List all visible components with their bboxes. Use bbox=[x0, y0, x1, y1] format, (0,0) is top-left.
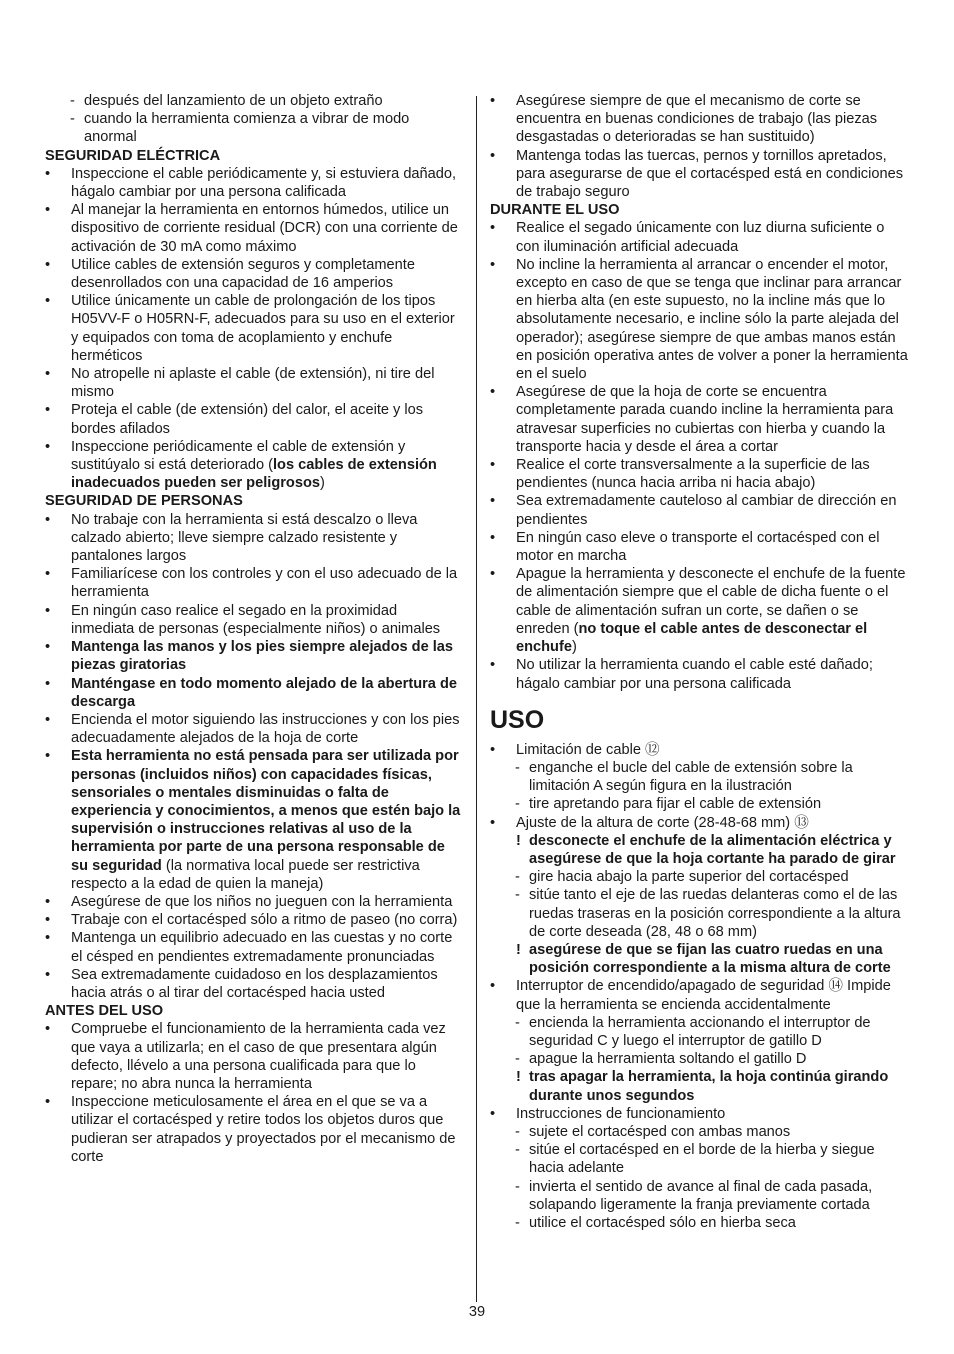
item-text bbox=[516, 257, 908, 382]
bullet-item bbox=[45, 365, 463, 401]
item-text bbox=[71, 639, 453, 673]
item-text-part: Asegúrese de que los niños no jueguen con la herramienta bbox=[71, 893, 453, 910]
item-text-part: encienda la herramienta accionando el interruptor de seguridad C y luego el interruptor de gatillo D bbox=[529, 1014, 871, 1049]
item-text bbox=[529, 1069, 888, 1103]
section-heading: SEGURIDAD DE PERSONAS bbox=[45, 493, 243, 510]
bullet-item bbox=[45, 893, 463, 911]
item-text-part: Mantenga las manos y los pies siempre alejados de las piezas giratorias bbox=[71, 639, 454, 674]
bullet-marker: - bbox=[515, 1142, 520, 1159]
warning-item bbox=[490, 832, 910, 868]
bullet-item bbox=[490, 147, 910, 202]
left-column bbox=[45, 92, 463, 1166]
bullet-marker: • bbox=[45, 202, 51, 219]
item-text-part: Mantenga un equilibrio adecuado en las cuestas y no corte el césped en pendientes extremadamente pronunciadas bbox=[71, 930, 453, 965]
item-text bbox=[71, 1094, 456, 1165]
bullet-item bbox=[490, 492, 910, 528]
sub-list-item bbox=[490, 759, 910, 795]
bullet-item bbox=[45, 747, 463, 893]
bullet-item bbox=[45, 911, 463, 929]
item-text bbox=[71, 712, 460, 746]
item-text-part: En ningún caso realice el segado en la proximidad inmediata de personas (especialmente niños) o animales bbox=[71, 602, 441, 637]
sub-list-item bbox=[490, 868, 910, 886]
item-text bbox=[529, 1215, 796, 1231]
bullet-marker: - bbox=[515, 887, 520, 904]
item-text-part: Sea extremadamente cuidadoso en los desplazamientos hacia atrás o al tirar del cortacésped hacia usted bbox=[71, 966, 438, 1001]
item-text-part: tire apretando para fijar el cable de extensión bbox=[529, 796, 822, 813]
bullet-marker: - bbox=[515, 759, 520, 776]
bullet-marker: - bbox=[515, 1051, 520, 1068]
bullet-item bbox=[490, 565, 910, 656]
item-text-part: cuando la herramienta comienza a vibrar de modo anormal bbox=[84, 111, 410, 146]
item-text-bold: los cables de extensión inadecuados pueden ser peligrosos bbox=[71, 457, 437, 492]
item-text bbox=[516, 566, 905, 655]
bullet-marker: • bbox=[45, 912, 51, 929]
bullet-item bbox=[45, 401, 463, 437]
item-text bbox=[529, 796, 821, 812]
item-text-part: Asegúrese siempre de que el mecanismo de corte se encuentra en buenas condiciones de trabajo (las piezas desgastadas o deterioradas se han sustituido) bbox=[516, 93, 878, 146]
item-text bbox=[529, 1142, 875, 1176]
bullet-item bbox=[45, 929, 463, 965]
bullet-marker: • bbox=[45, 402, 51, 419]
bullet-marker: • bbox=[45, 966, 51, 983]
item-text bbox=[516, 493, 896, 527]
bullet-item bbox=[490, 456, 910, 492]
item-text bbox=[529, 1015, 871, 1049]
bullet-item bbox=[490, 656, 910, 692]
item-text-part: apague la herramienta soltando el gatillo D bbox=[529, 1051, 807, 1068]
item-text-part: Manténgase en todo momento alejado de la abertura de descarga bbox=[71, 675, 458, 710]
item-text-part: No utilizar la herramienta cuando el cable esté dañado; hágalo cambiar por una persona calificada bbox=[516, 657, 873, 692]
bullet-item bbox=[490, 1105, 910, 1123]
item-text-part: asegúrese de que se fijan las cuatro ruedas en una posición correspondiente a la misma altura de corte bbox=[529, 941, 891, 977]
bullet-marker: • bbox=[45, 893, 51, 910]
bullet-marker: • bbox=[45, 602, 51, 619]
bullet-item bbox=[490, 219, 910, 255]
bullet-marker: • bbox=[490, 220, 496, 237]
item-text bbox=[516, 1106, 725, 1122]
bullet-item bbox=[45, 165, 463, 201]
item-text-part: Apague la herramienta y desconecte el enchufe de la fuente de alimentación siempre que el cable de dicha fuente o el cable de alimentación sufran un corte, se dañen o se enreden ( bbox=[516, 566, 906, 637]
item-text-part: No atropelle ni aplaste el cable (de extensión), ni tire del mismo bbox=[71, 366, 435, 401]
item-text bbox=[516, 815, 809, 831]
item-text bbox=[71, 512, 417, 564]
item-text bbox=[529, 833, 896, 867]
bullet-marker: - bbox=[70, 111, 75, 128]
item-text bbox=[71, 439, 437, 491]
item-text bbox=[516, 742, 660, 758]
bullet-marker: - bbox=[515, 1123, 520, 1140]
warning-item bbox=[490, 1068, 910, 1104]
item-text-part: Inspeccione meticulosamente el área en el que se va a utilizar el cortacésped y retire todos los objetos duros que pudieran ser atrapados y proyectados por el mecanismo de corte bbox=[71, 1094, 456, 1165]
item-text bbox=[516, 457, 870, 491]
warning-marker: ! bbox=[516, 941, 521, 958]
sub-list-item bbox=[490, 1050, 910, 1068]
item-text-part: Asegúrese de que la hoja de corte se encuentra completamente parada cuando incline la herramienta para atravesar superficies no cubiertas con hierba y cuando la transporte hacia y desde el área a cortar bbox=[516, 384, 894, 455]
item-text-part: Encienda el motor siguiendo las instrucciones y con los pies adecuadamente alejados de la hoja de corte bbox=[71, 711, 460, 747]
item-text bbox=[71, 603, 440, 637]
item-text bbox=[529, 760, 853, 794]
item-text-part: tras apagar la herramienta, la hoja continúa girando durante unos segundos bbox=[529, 1069, 889, 1104]
item-text bbox=[71, 912, 457, 928]
item-text bbox=[529, 869, 849, 885]
bullet-marker: • bbox=[45, 639, 51, 656]
bullet-item bbox=[45, 711, 463, 747]
item-text-part: Familiarícese con los controles y con el uso adecuado de la herramienta bbox=[71, 566, 458, 601]
bullet-marker: - bbox=[515, 1178, 520, 1195]
item-text bbox=[529, 887, 901, 939]
bullet-item bbox=[45, 966, 463, 1002]
bullet-marker: - bbox=[515, 796, 520, 813]
bullet-marker: • bbox=[45, 438, 51, 455]
item-text-part: Inspeccione el cable periódicamente y, si estuviera dañado, hágalo cambiar por una persona calificada bbox=[71, 165, 457, 201]
item-text bbox=[529, 1179, 872, 1213]
item-text-part: Limitación de cable ⑫ bbox=[516, 741, 660, 758]
section-heading: ANTES DEL USO bbox=[45, 1003, 164, 1020]
item-text-part: enganche el bucle del cable de extensión sobre la limitación A según figura en la ilustración bbox=[529, 759, 853, 795]
bullet-item bbox=[45, 565, 463, 601]
item-text-part: Proteja el cable (de extensión) del calor, el aceite y los bordes afilados bbox=[71, 402, 424, 437]
item-text-part: Compruebe el funcionamiento de la herramienta cada vez que vaya a utilizarla; en el caso de que presentara algún defecto, llévelo a una persona cualificada para que lo repare; no abra nunca la herramienta bbox=[71, 1021, 446, 1092]
item-text-part: En ningún caso eleve o transporte el cortacésped con el motor en marcha bbox=[516, 529, 880, 565]
sub-list-item bbox=[490, 1214, 910, 1232]
bullet-marker: • bbox=[490, 657, 496, 674]
item-text-part: Sea extremadamente cauteloso al cambiar de dirección en pendientes bbox=[516, 493, 897, 528]
item-text-part: Al manejar la herramienta en entornos húmedos, utilice un dispositivo de corriente residual (DCR) con una corriente de activación de 30 mA como máximo bbox=[71, 202, 458, 255]
bullet-item bbox=[45, 201, 463, 256]
bullet-marker: • bbox=[490, 566, 496, 583]
item-text bbox=[516, 148, 903, 200]
item-text-part: desconecte el enchufe de la alimentación eléctrica y asegúrese de que la hoja cortante ha parado de girar bbox=[529, 832, 896, 867]
bullet-item bbox=[45, 438, 463, 493]
item-text bbox=[71, 894, 452, 910]
item-text-part: Realice el segado únicamente con luz diurna suficiente o con iluminación artificial adecuada bbox=[516, 220, 885, 255]
bullet-marker: • bbox=[45, 930, 51, 947]
bullet-item bbox=[490, 529, 910, 565]
item-text-part: Instrucciones de funcionamiento bbox=[516, 1105, 726, 1122]
bullet-item bbox=[490, 92, 910, 147]
item-text-part: Utilice únicamente un cable de prolongación de los tipos H05VV-F o H05RN-F, adecuados para su uso en el exterior y equipados con toma de acoplamiento y enchufe herméticos bbox=[71, 293, 455, 364]
column-divider bbox=[476, 96, 477, 1302]
bullet-marker: - bbox=[515, 1014, 520, 1031]
item-text bbox=[84, 111, 409, 145]
bullet-item bbox=[45, 292, 463, 365]
item-text bbox=[71, 402, 423, 436]
bullet-marker: • bbox=[490, 93, 496, 109]
item-text bbox=[516, 384, 893, 455]
bullet-marker: • bbox=[45, 566, 51, 583]
item-text bbox=[529, 1124, 790, 1140]
item-text-part: Realice el corte transversalmente a la superficie de las pendientes (nunca hacia arriba ni hacia abajo) bbox=[516, 457, 870, 492]
item-text-after: ) bbox=[319, 475, 325, 492]
bullet-marker: • bbox=[45, 748, 51, 765]
sub-list-item bbox=[490, 886, 910, 941]
bullet-item bbox=[490, 383, 910, 456]
item-text bbox=[71, 202, 458, 254]
section-heading: DURANTE EL USO bbox=[490, 202, 620, 219]
bullet-marker: • bbox=[490, 1105, 496, 1122]
item-text bbox=[516, 530, 879, 564]
item-text-part: Interruptor de encendido/apagado de seguridad ⑭ Impide que la herramienta se encienda accidentalmente bbox=[516, 978, 891, 1013]
item-text bbox=[516, 978, 891, 1012]
bullet-marker: • bbox=[45, 256, 51, 273]
item-text-part: gire hacia abajo la parte superior del cortacésped bbox=[529, 869, 849, 886]
bullet-marker: • bbox=[45, 366, 51, 383]
item-text bbox=[71, 967, 438, 1001]
bullet-marker: • bbox=[490, 384, 496, 401]
item-text bbox=[71, 1021, 446, 1092]
item-text-part: después del lanzamiento de un objeto extraño bbox=[84, 93, 383, 109]
item-text bbox=[516, 657, 873, 691]
warning-marker: ! bbox=[516, 1069, 521, 1086]
bullet-item bbox=[490, 741, 910, 759]
bullet-marker: • bbox=[45, 165, 51, 182]
bullet-item bbox=[45, 1093, 463, 1166]
sub-list-item bbox=[45, 92, 463, 110]
item-text bbox=[71, 676, 457, 710]
item-text bbox=[71, 257, 415, 291]
section-heading: SEGURIDAD ELÉCTRICA bbox=[45, 147, 221, 164]
sub-list-item bbox=[490, 1178, 910, 1214]
bullet-marker: • bbox=[45, 675, 51, 692]
sub-list-item bbox=[490, 1014, 910, 1050]
section-title: USO bbox=[490, 705, 545, 734]
sub-list-item bbox=[45, 110, 463, 146]
item-text-part: Mantenga todas las tuercas, pernos y tornillos apretados, para asegurarse de que el cortacésped está en condiciones de trabajo seguro bbox=[516, 147, 903, 201]
bullet-marker: • bbox=[490, 814, 496, 831]
bullet-item bbox=[45, 256, 463, 292]
bullet-item bbox=[45, 1020, 463, 1093]
item-text bbox=[529, 1051, 806, 1067]
bullet-marker: • bbox=[45, 1094, 51, 1111]
bullet-marker: • bbox=[490, 256, 496, 273]
item-text-after: ) bbox=[571, 639, 577, 656]
item-text bbox=[71, 566, 457, 600]
bullet-item bbox=[45, 638, 463, 674]
item-text-bold: Esta herramienta no está pensada para ser utilizada por personas (incluidos niños) con capacidades físicas, sensoriales o mentales disminuidas o falta de experiencia y conocimientos, a menos que estén bajo la supervisión o instrucciones relativas al uso de la herramienta por parte de una persona responsable de su seguridad bbox=[71, 748, 461, 874]
bullet-item bbox=[45, 602, 463, 638]
bullet-marker: - bbox=[515, 869, 520, 886]
item-text-part: No incline la herramienta al arrancar o encender el motor, excepto en caso de que se tenga que inclinar para arrancar en hierba alta (en este supuesto, no la incline más que lo absolutamente necesario, e incline sólo la parte alejada del operador); asegúrese siempre de que ambas manos están en posición operativa antes de volver a poner la herramienta en el suelo bbox=[516, 256, 908, 383]
item-text-part: Inspeccione periódicamente el cable de extensión y sustitúyalo si está deteriorado ( bbox=[71, 438, 406, 474]
item-text-part: Ajuste de la altura de corte (28-48-68 mm) ⑬ bbox=[516, 814, 809, 831]
bullet-marker: • bbox=[490, 457, 496, 474]
bullet-marker: • bbox=[45, 293, 51, 310]
item-text bbox=[516, 220, 884, 254]
bullet-marker: • bbox=[45, 711, 51, 728]
bullet-item bbox=[45, 675, 463, 711]
bullet-marker: • bbox=[45, 511, 51, 528]
item-text-part: Trabaje con el cortacésped sólo a ritmo de paseo (no corra) bbox=[71, 912, 458, 929]
bullet-marker: • bbox=[490, 741, 496, 758]
item-text bbox=[71, 930, 452, 964]
bullet-item bbox=[490, 256, 910, 383]
bullet-marker: • bbox=[490, 978, 496, 995]
item-text bbox=[516, 93, 877, 145]
bullet-marker: • bbox=[45, 1021, 51, 1038]
item-text bbox=[71, 748, 460, 891]
item-text bbox=[84, 93, 383, 109]
sub-list-item bbox=[490, 1123, 910, 1141]
item-text-part: Utilice cables de extensión seguros y completamente desenrollados con una capacidad de 16 amperios bbox=[71, 256, 415, 292]
item-text-part: sitúe tanto el eje de las ruedas delanteras como el de las ruedas traseras en la posición correspondiente a la altura de corte deseada (28, 48 o 68 mm) bbox=[529, 887, 901, 940]
bullet-marker: • bbox=[490, 529, 496, 546]
bullet-marker: - bbox=[70, 93, 75, 109]
sub-list-item bbox=[490, 1141, 910, 1177]
item-text bbox=[529, 942, 891, 976]
item-text-part: sitúe el cortacésped en el borde de la hierba y siegue hacia adelante bbox=[529, 1142, 875, 1177]
item-text bbox=[71, 166, 456, 200]
bullet-marker: - bbox=[515, 1214, 520, 1231]
bullet-item bbox=[490, 977, 910, 1013]
item-text bbox=[71, 293, 455, 364]
item-text-part: utilice el cortacésped sólo en hierba seca bbox=[529, 1214, 796, 1231]
sub-list-item bbox=[490, 795, 910, 813]
page-number: 39 bbox=[468, 1304, 486, 1320]
item-text-part: No trabaje con la herramienta si está descalzo o lleva calzado abierto; lleve siempre calzado resistente y pantalones largos bbox=[71, 511, 418, 565]
bullet-marker: • bbox=[490, 493, 496, 510]
warning-item bbox=[490, 941, 910, 977]
warning-marker: ! bbox=[516, 832, 521, 849]
item-text bbox=[71, 366, 434, 400]
bullet-item bbox=[490, 814, 910, 832]
item-text-bold: no toque el cable antes de desconectar el enchufe bbox=[516, 620, 868, 656]
item-text-after: (la normativa local puede ser restrictiva respecto a la edad de quien la maneja) bbox=[71, 857, 420, 892]
right-column bbox=[490, 92, 910, 1232]
bullet-item bbox=[45, 511, 463, 566]
item-text-part: invierta el sentido de avance al final de cada pasada, solapando ligeramente la franja previamente cortada bbox=[529, 1178, 873, 1213]
bullet-marker: • bbox=[490, 147, 496, 164]
item-text-part: sujete el cortacésped con ambas manos bbox=[529, 1123, 791, 1140]
